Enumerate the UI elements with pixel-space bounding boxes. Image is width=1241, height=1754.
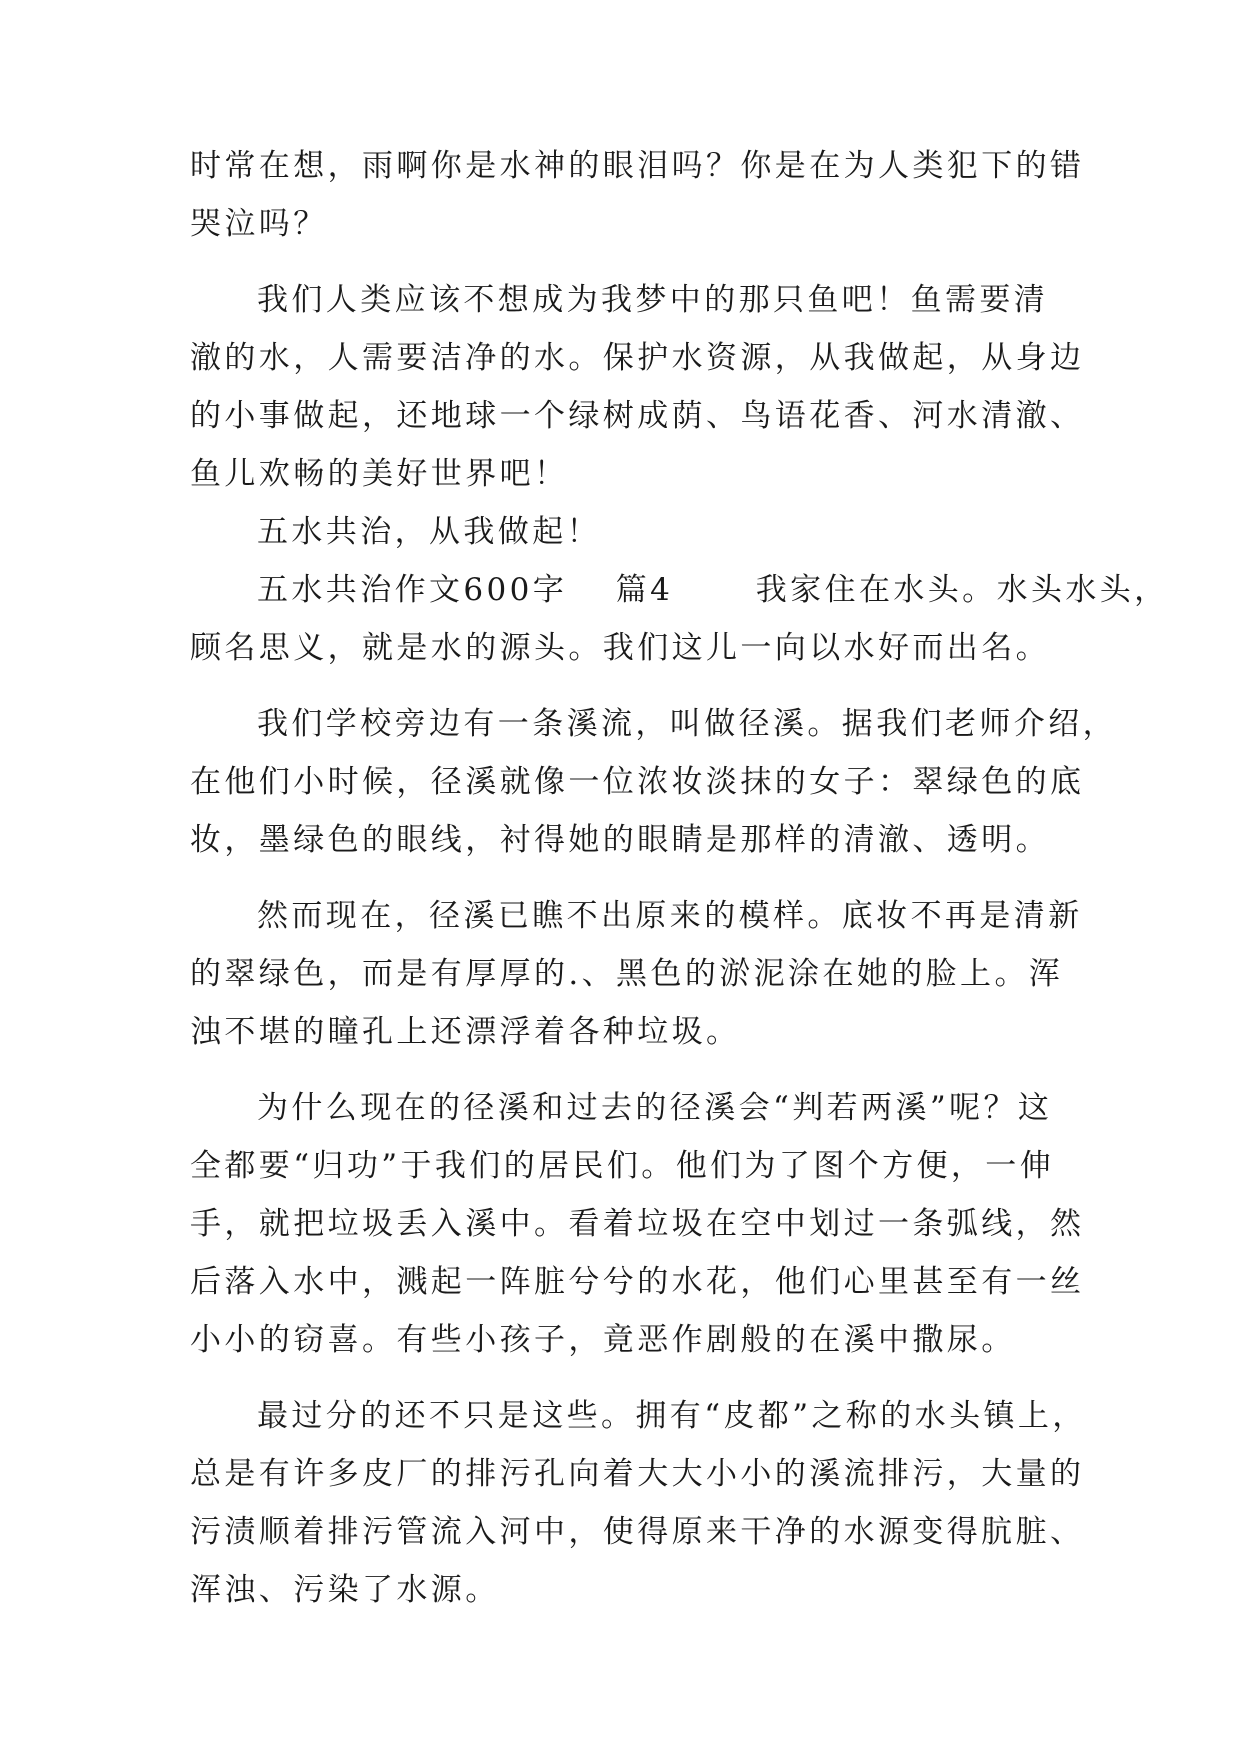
text-line: 后落入水中，溅起一阵脏兮兮的水花，他们心里甚至有一丝 xyxy=(190,1264,1085,1300)
text-line: 浑浊、污染了水源。 xyxy=(190,1572,500,1608)
text-line: 妆，墨绿色的眼线，衬得她的眼睛是那样的清澈、透明。 xyxy=(190,822,1050,858)
paragraph-start-line: 我们人类应该不想成为我梦中的那只鱼吧！鱼需要清 xyxy=(257,282,1049,318)
section-first-sentence: 我家住在水头。水头水头， xyxy=(755,572,1169,608)
text-line: 污渍顺着排污管流入河中，使得原来干净的水源变得肮脏、 xyxy=(190,1514,1085,1550)
paragraph-start-line: 然而现在，径溪已瞧不出原来的模样。底妆不再是清新 xyxy=(257,898,1083,934)
text-line: 小小的窃喜。有些小孩子，竟恶作剧般的在溪中撒尿。 xyxy=(190,1322,1016,1358)
text-line: 在他们小时候，径溪就像一位浓妆淡抹的女子：翠绿色的底 xyxy=(190,764,1085,800)
text-line: 的翠绿色，而是有厚厚的.、黑色的淤泥涂在她的脸上。浑 xyxy=(190,956,1064,992)
text-line: 鱼儿欢畅的美好世界吧！ xyxy=(190,456,569,492)
section-heading-line xyxy=(257,570,1169,610)
section-number: 篇4 xyxy=(615,572,674,608)
text-line: 手，就把垃圾丢入溪中。看着垃圾在空中划过一条弧线，然 xyxy=(190,1206,1085,1242)
text-line: 总是有许多皮厂的排污孔向着大大小小的溪流排污，大量的 xyxy=(190,1456,1085,1492)
paragraph-start-line: 最过分的还不只是这些。拥有“皮都”之称的水头镇上， xyxy=(257,1398,1087,1434)
text-line: 澈的水，人需要洁净的水。保护水资源，从我做起，从身边 xyxy=(190,340,1085,376)
section-title: 五水共治作文600字 xyxy=(257,572,568,608)
text-line: 浊不堪的瞳孔上还漂浮着各种垃圾。 xyxy=(190,1014,741,1050)
paragraph-start-line: 五水共治，从我做起！ xyxy=(257,514,601,550)
text-line: 时常在想，雨啊你是水神的眼泪吗？你是在为人类犯下的错 xyxy=(190,148,1085,184)
text-line: 顾名思义，就是水的源头。我们这儿一向以水好而出名。 xyxy=(190,630,1050,666)
text-line: 全都要“归功”于我们的居民们。他们为了图个方便，一伸 xyxy=(190,1148,1055,1184)
paragraph-start-line: 为什么现在的径溪和过去的径溪会“判若两溪”呢？这 xyxy=(257,1090,1053,1126)
text-line: 哭泣吗？ xyxy=(190,206,328,242)
paragraph-start-line: 我们学校旁边有一条溪流，叫做径溪。据我们老师介绍， xyxy=(257,706,1117,742)
text-line: 的小事做起，还地球一个绿树成荫、鸟语花香、河水清澈、 xyxy=(190,398,1085,434)
